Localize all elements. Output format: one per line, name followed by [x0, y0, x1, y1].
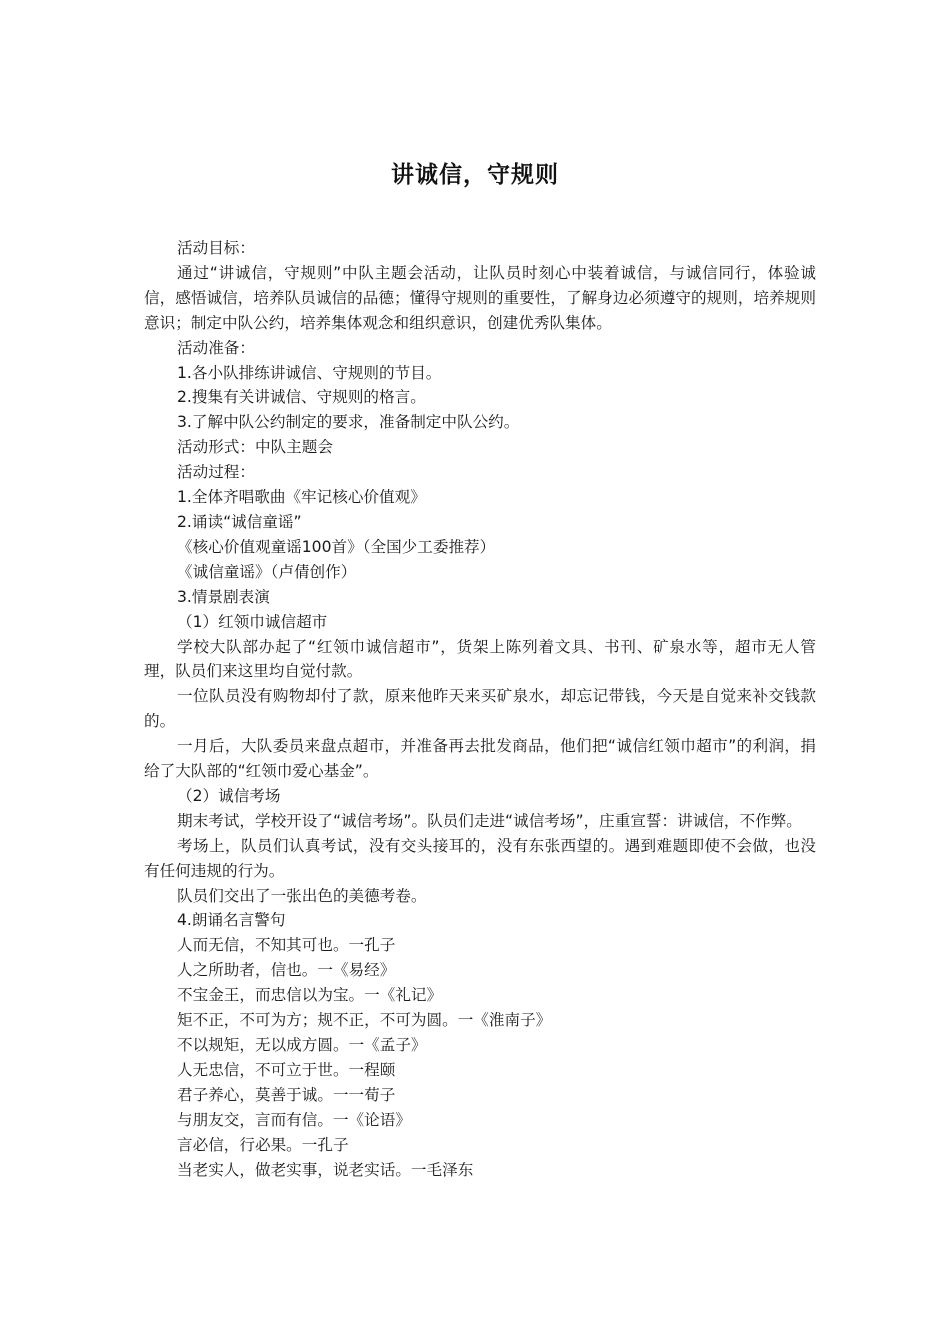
paragraph: 言必信，行必果。一孔子	[177, 1135, 349, 1154]
paragraph: 2.搜集有关讲诚信、守规则的格言。	[177, 388, 426, 407]
paragraph: 矩不正，不可为方；规不正，不可为圆。一《淮南子》	[177, 1011, 552, 1030]
paragraph: 《核心价值观童谣100首》（全国少工委推荐）	[177, 537, 496, 556]
paragraph: 活动目标：	[177, 239, 255, 257]
paragraph: 活动形式：中队主题会	[177, 438, 333, 457]
paragraph: 4.朗诵名言警句	[177, 911, 286, 930]
paragraph: （2）诚信考场	[177, 786, 281, 805]
paragraph: 君子养心，莫善于诚。一一荀子	[177, 1085, 396, 1104]
paragraph: 活动过程：	[177, 463, 255, 482]
paragraph: 1.全体齐唱歌曲《牢记核心价值观》	[177, 488, 426, 507]
paragraph: 考场上，队员们认真考试，没有交头接耳的，没有东张西望的。遇到难题即使不会做，也没有任何违规的行为。	[144, 836, 816, 880]
document-body	[144, 236, 816, 1182]
paragraph: 一月后，大队委员来盘点超市，并准备再去批发商品，他们把“诚信红领巾超市”的利润，捐给了大队部的“红领巾爱心基金”。	[144, 737, 816, 781]
paragraph: 队员们交出了一张出色的美德考卷。	[177, 886, 427, 905]
paragraph: 与朋友交，言而有信。一《论语》	[177, 1110, 411, 1129]
paragraph: 不以规矩，无以成方圆。一《孟子》	[177, 1036, 427, 1054]
paragraph: 《诚信童谣》（卢倩创作）	[177, 562, 357, 581]
document-title: 讲诚信，守规则	[391, 162, 559, 188]
paragraph: 人而无信，不知其可也。一孔子	[177, 936, 396, 955]
paragraph: （1）红领巾诚信超市	[177, 612, 328, 631]
paragraph: 活动准备：	[177, 338, 255, 357]
paragraph: 1.各小队排练讲诚信、守规则的节目。	[177, 363, 442, 382]
paragraph: 一位队员没有购物却付了款，原来他昨天来买矿泉水，却忘记带钱，今天是自觉来补交钱款的。	[144, 687, 816, 731]
paragraph: 期末考试，学校开设了“诚信考场”。队员们走进“诚信考场”，庄重宣誓：讲诚信，不作弊。	[177, 811, 802, 830]
paragraph: 当老实人，做老实事，说老实话。一毛泽东	[177, 1160, 474, 1179]
paragraph: 人无忠信，不可立于世。一程颐	[177, 1060, 396, 1079]
paragraph: 通过“讲诚信，守规则”中队主题会活动，让队员时刻心中装着诚信，与诚信同行，体验诚信，感悟诚信，培养队员诚信的品德；懂得守规则的重要性，了解身边必须遵守的规则，培养规则意识；制定中队公约，培养集体观念和组织意识，创建优秀队集体。	[144, 263, 816, 332]
paragraph: 不宝金王，而忠信以为宝。一《礼记》	[177, 986, 443, 1005]
paragraph: 3.了解中队公约制定的要求，准备制定中队公约。	[177, 413, 520, 432]
paragraph: 3.情景剧表演	[177, 587, 270, 606]
paragraph: 学校大队部办起了“红领巾诚信超市”，货架上陈列着文具、书刊、矿泉水等，超市无人管理，队员们来这里均自觉付款。	[144, 637, 816, 681]
paragraph: 2.诵读“诚信童谣”	[177, 512, 302, 531]
paragraph: 人之所助者，信也。一《易经》	[177, 961, 396, 980]
